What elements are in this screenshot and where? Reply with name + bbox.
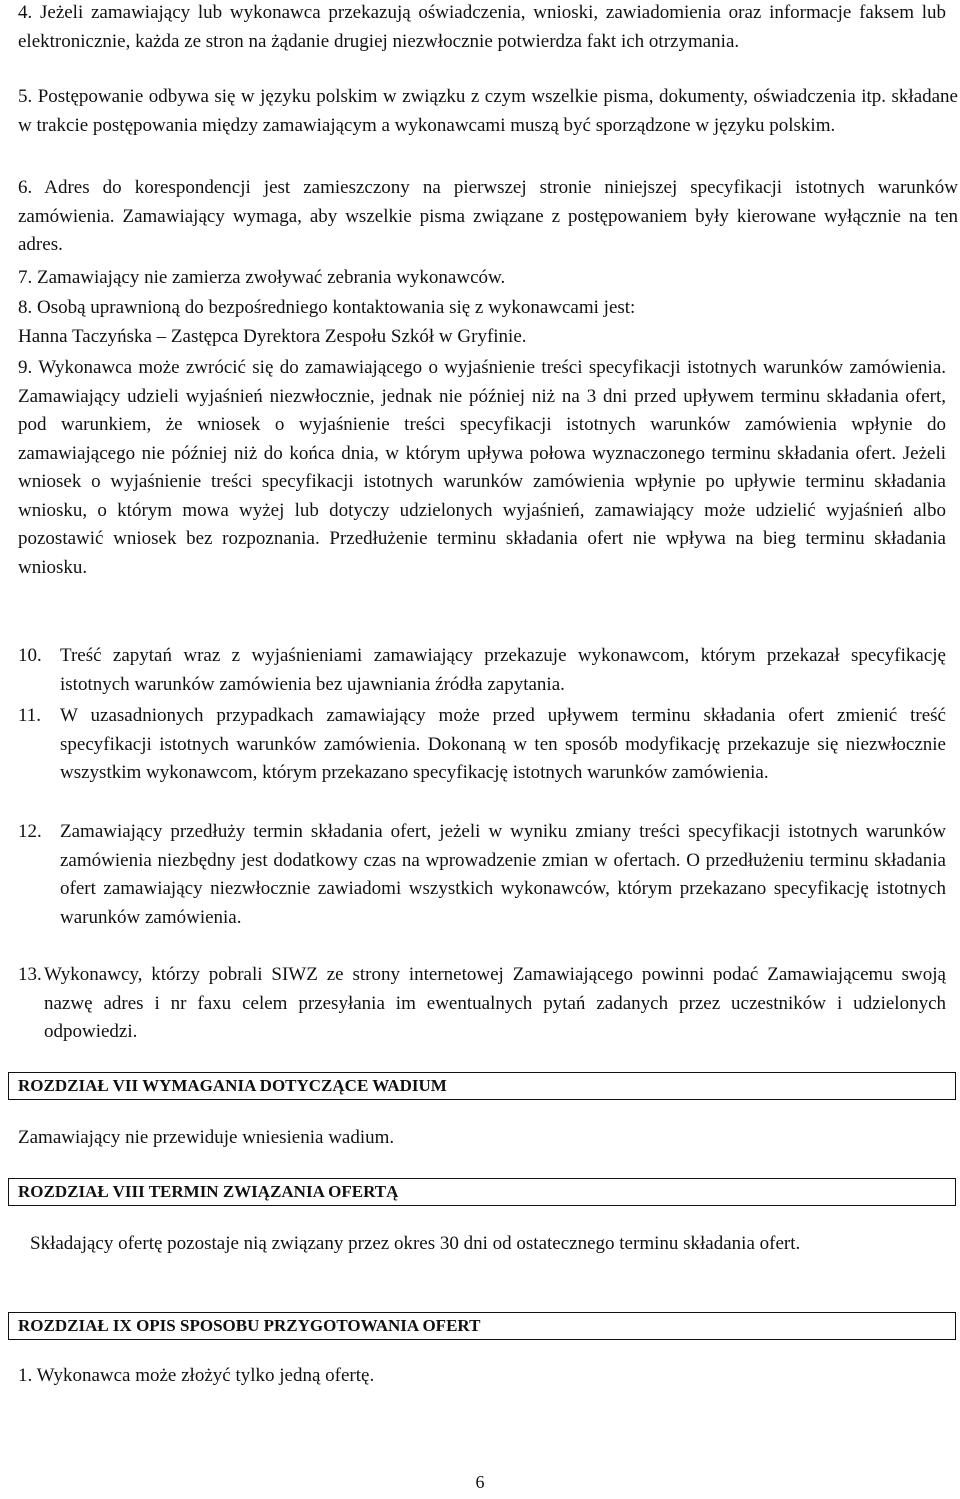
section-ix-body: 1. Wykonawca może złożyć tylko jedną ofertę. xyxy=(18,1365,375,1386)
item-4 xyxy=(18,0,946,56)
item-12 xyxy=(18,818,946,932)
item-10-number: 10. xyxy=(18,645,42,666)
section-heading-vii: ROZDZIAŁ VII WYMAGANIA DOTYCZĄCE WADIUM xyxy=(8,1072,956,1100)
item-12-number: 12. xyxy=(18,821,42,842)
item-6-text: 6. Adres do korespondencji jest zamieszczony na pierwszej stronie niniejszej specyfikacji istotnych warunków zamówienia. Zamawiający wymaga, aby wszelkie pisma związane z postępowaniem były kierowane wyłącznie na ten adres. xyxy=(18,177,958,255)
item-10 xyxy=(18,642,946,699)
item-11 xyxy=(18,702,946,788)
item-9-text: 9. Wykonawca może zwrócić się do zamawiającego o wyjaśnienie treści specyfikacji istotnych warunków zamówienia. Zamawiający udzieli wyjaśnień niezwłocznie, jednak nie później niż na 3 dni przed upływem terminu składania ofert, pod warunkiem, że wniosek o wyjaśnienie treści specyfikacji istotnych warunków zamówienia wpłynie do zamawiającego nie później niż do końca dnia, w którym upływa połowa wyznaczonego terminu składania ofert. Jeżeli wniosek o wyjaśnienie treści specyfikacji istotnych warunków zamówienia wpłynie po upływie terminu składania wniosku, o którym mowa wyżej lub dotyczy udzielonych wyjaśnień, zamawiający może udzielić wyjaśnień albo pozostawić wniosek bez rozpoznania. Przedłużenie terminu składania ofert nie wpływa na bieg terminu składania wniosku. xyxy=(18,357,946,578)
item-8-text: 8. Osobą uprawnioną do bezpośredniego kontaktowania się z wykonawcami jest: xyxy=(18,297,636,318)
section-viii-body: Składający ofertę pozostaje nią związany przez okres 30 dni od ostatecznego terminu składania ofert. xyxy=(30,1233,801,1254)
item-5-text: 5. Postępowanie odbywa się w języku polskim w związku z czym wszelkie pisma, dokumenty, oświadczenia itp. składane w trakcie postępowania między zamawiającym a wykonawcami muszą być sporządzone w języku polskim. xyxy=(18,86,958,136)
item-13-text: Wykonawcy, którzy pobrali SIWZ ze strony internetowej Zamawiającego powinni podać Zamawiającemu swoją nazwę adres i nr faxu celem przesyłania im ewentualnych pytań zadanych przez uczestników i udzielonych odpowiedzi. xyxy=(44,964,946,1042)
item-13-number: 13. xyxy=(18,964,42,985)
item-8-contact: Hanna Taczyńska – Zastępca Dyrektora Zespołu Szkół w Gryfinie. xyxy=(18,325,527,347)
item-13 xyxy=(18,961,946,1047)
page-number: 6 xyxy=(475,1472,485,1492)
section-heading-ix: ROZDZIAŁ IX OPIS SPOSOBU PRZYGOTOWANIA OFERT xyxy=(8,1312,956,1340)
item-11-number: 11. xyxy=(18,705,42,726)
section-heading-viii: ROZDZIAŁ VIII TERMIN ZWIĄZANIA OFERTĄ xyxy=(8,1178,956,1206)
item-11-text: W uzasadnionych przypadkach zamawiający może przed upływem terminu składania ofert zmienić treść specyfikacji istotnych warunków zamówienia. Dokonaną w ten sposób modyfikację przekazuje się niezwłocznie wszystkim wykonawcom, którym przekazano specyfikację istotnych warunków zamówienia. xyxy=(60,705,946,783)
item-10-text: Treść zapytań wraz z wyjaśnieniami zamawiający przekazuje wykonawcom, którym przekazał specyfikację istotnych warunków zamówienia bez ujawniania źródła zapytania. xyxy=(60,645,946,695)
item-9 xyxy=(18,354,946,582)
section-vii-body: Zamawiający nie przewiduje wniesienia wadium. xyxy=(18,1127,395,1148)
item-6 xyxy=(18,174,958,260)
item-12-text: Zamawiający przedłuży termin składania ofert, jeżeli w wyniku zmiany treści specyfikacji istotnych warunków zamówienia niezbędny jest dodatkowy czas na wprowadzenie zmian w ofertach. O przedłużeniu terminu składania ofert zamawiający niezwłocznie zawiadomi wszystkich wykonawców, którym przekazano specyfikację istotnych warunków zamówienia. xyxy=(60,821,946,928)
item-7-text: 7. Zamawiający nie zamierza zwoływać zebrania wykonawców. xyxy=(18,267,506,288)
item-4-text: 4. Jeżeli zamawiający lub wykonawca przekazują oświadczenia, wnioski, zawiadomienia oraz informacje faksem lub elektronicznie, każda ze stron na żądanie drugiej niezwłocznie potwierdza fakt ich otrzymania. xyxy=(18,2,946,52)
item-8 xyxy=(18,294,958,351)
item-7 xyxy=(18,264,958,293)
item-5 xyxy=(18,83,958,140)
